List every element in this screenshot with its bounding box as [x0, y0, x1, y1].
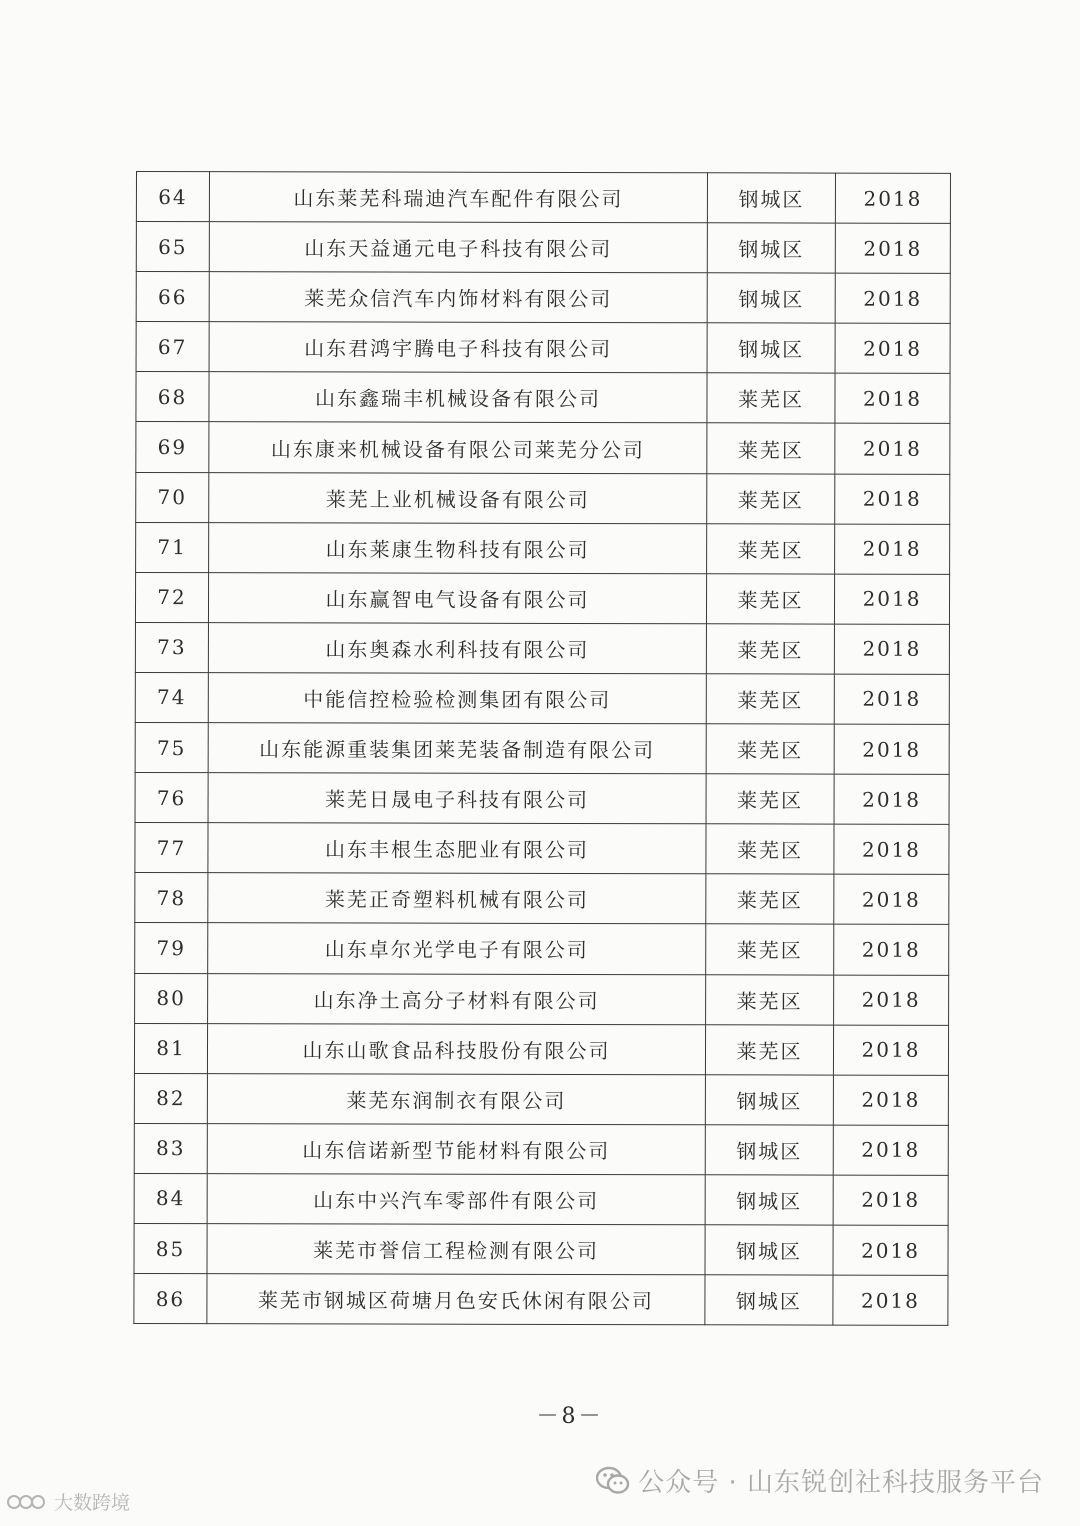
district: 莱芜区 — [707, 373, 835, 423]
year: 2018 — [834, 724, 949, 774]
district: 莱芜区 — [707, 473, 835, 523]
year: 2018 — [835, 223, 950, 273]
table-row — [135, 622, 949, 674]
company-name: 山东丰根生态肥业有限公司 — [208, 823, 706, 874]
company-name: 山东莱康生物科技有限公司 — [209, 522, 707, 573]
table-row — [135, 572, 949, 624]
row-number: 84 — [134, 1173, 207, 1223]
table-row — [135, 823, 949, 875]
year: 2018 — [833, 1175, 948, 1225]
row-number: 74 — [135, 672, 208, 722]
row-number: 71 — [136, 522, 209, 572]
year: 2018 — [834, 574, 949, 624]
loop-logo-icon — [6, 1491, 50, 1513]
district: 莱芜区 — [706, 574, 834, 624]
company-name: 莱芜市誉信工程检测有限公司 — [207, 1224, 705, 1275]
row-number: 68 — [136, 372, 209, 422]
page-number: －8－ — [536, 1404, 604, 1429]
company-name: 山东赢智电气设备有限公司 — [208, 572, 706, 623]
enterprise-roster-table — [133, 171, 951, 1326]
table-row — [136, 372, 950, 424]
row-number: 76 — [135, 773, 208, 823]
year: 2018 — [833, 1275, 948, 1325]
row-number: 67 — [136, 322, 209, 372]
district: 钢城区 — [707, 173, 835, 223]
company-name: 山东君鸿宇腾电子科技有限公司 — [209, 322, 707, 373]
row-number: 75 — [135, 723, 208, 773]
company-name: 中能信控检验检测集团有限公司 — [208, 673, 706, 724]
table-row — [136, 222, 950, 274]
table-row — [135, 723, 949, 775]
year: 2018 — [835, 474, 950, 524]
district: 钢城区 — [707, 273, 835, 323]
year: 2018 — [835, 173, 950, 223]
district: 莱芜区 — [706, 874, 834, 924]
company-name: 山东能源重装集团莱芜装备制造有限公司 — [208, 723, 706, 774]
company-name: 莱芜日晟电子科技有限公司 — [208, 773, 706, 824]
row-number: 81 — [134, 1023, 207, 1073]
company-name: 山东净土高分子材料有限公司 — [208, 973, 706, 1024]
corner-mark — [6, 1488, 130, 1515]
table-row — [134, 1023, 948, 1075]
company-name: 山东奥森水利科技有限公司 — [208, 623, 706, 674]
table-row — [136, 522, 950, 574]
district: 莱芜区 — [706, 774, 834, 824]
district: 钢城区 — [705, 1125, 833, 1175]
company-name: 莱芜市钢城区荷塘月色安氏休闲有限公司 — [207, 1274, 705, 1325]
table-row — [136, 272, 950, 324]
district: 莱芜区 — [705, 1024, 833, 1074]
company-name: 山东莱芜科瑞迪汽车配件有限公司 — [209, 172, 707, 223]
table-row — [134, 1173, 948, 1225]
table-row — [134, 1123, 948, 1175]
year: 2018 — [833, 1125, 948, 1175]
year: 2018 — [834, 774, 949, 824]
company-name: 莱芜正奇塑料机械有限公司 — [208, 873, 706, 924]
year: 2018 — [834, 624, 949, 674]
company-name: 山东天益通元电子科技有限公司 — [209, 222, 707, 273]
table-row — [134, 1274, 948, 1326]
year: 2018 — [835, 373, 950, 423]
row-number: 77 — [135, 823, 208, 873]
table-row — [135, 923, 949, 975]
company-name: 山东山歌食品科技股份有限公司 — [207, 1023, 705, 1074]
row-number: 85 — [134, 1223, 207, 1273]
row-number: 79 — [135, 923, 208, 973]
company-name: 山东卓尔光学电子有限公司 — [208, 923, 706, 974]
district: 莱芜区 — [707, 523, 835, 573]
table-row — [135, 873, 949, 925]
year: 2018 — [833, 1225, 948, 1275]
row-number: 70 — [136, 472, 209, 522]
row-number: 72 — [135, 572, 208, 622]
year: 2018 — [835, 424, 950, 474]
year: 2018 — [834, 874, 949, 924]
year: 2018 — [834, 824, 949, 874]
company-name: 山东信诺新型节能材料有限公司 — [207, 1123, 705, 1174]
row-number: 78 — [135, 873, 208, 923]
district: 钢城区 — [707, 223, 835, 273]
corner-mark-text: 大数跨境 — [54, 1492, 131, 1514]
year: 2018 — [834, 924, 949, 974]
table-row — [134, 1223, 948, 1275]
district: 钢城区 — [705, 1225, 833, 1275]
district: 莱芜区 — [706, 724, 834, 774]
table-row — [136, 172, 950, 224]
district: 钢城区 — [705, 1074, 833, 1124]
district: 莱芜区 — [706, 674, 834, 724]
year: 2018 — [833, 1075, 948, 1125]
company-name: 莱芜上业机械设备有限公司 — [209, 472, 707, 523]
year: 2018 — [835, 323, 950, 373]
row-number: 65 — [136, 222, 209, 272]
roster-body — [134, 172, 951, 1326]
row-number: 73 — [135, 622, 208, 672]
company-name: 山东康来机械设备有限公司莱芜分公司 — [209, 422, 707, 473]
row-number: 86 — [134, 1274, 207, 1324]
year: 2018 — [835, 273, 950, 323]
table-row — [134, 1073, 948, 1125]
table-row — [136, 322, 950, 374]
table-row — [135, 773, 949, 825]
year: 2018 — [833, 1025, 948, 1075]
row-number: 80 — [135, 973, 208, 1023]
row-number: 64 — [136, 172, 209, 222]
table-row — [135, 672, 949, 724]
year: 2018 — [834, 674, 949, 724]
company-name: 山东中兴汽车零部件有限公司 — [207, 1174, 705, 1225]
year: 2018 — [835, 524, 950, 574]
row-number: 66 — [136, 272, 209, 322]
company-name: 山东鑫瑞丰机械设备有限公司 — [209, 372, 707, 423]
district: 钢城区 — [707, 323, 835, 373]
row-number: 83 — [134, 1123, 207, 1173]
company-name: 莱芜东润制衣有限公司 — [207, 1073, 705, 1124]
district: 钢城区 — [705, 1275, 833, 1325]
watermark-text: 公众号 · 山东锐创社科技服务平台 — [638, 1468, 1044, 1498]
district: 莱芜区 — [706, 974, 834, 1024]
table-row — [136, 472, 950, 524]
district: 莱芜区 — [706, 624, 834, 674]
district: 莱芜区 — [706, 924, 834, 974]
district: 莱芜区 — [707, 423, 835, 473]
row-number: 82 — [134, 1073, 207, 1123]
wechat-icon — [596, 1466, 630, 1496]
table-row — [136, 422, 950, 474]
district: 莱芜区 — [706, 824, 834, 874]
company-name: 莱芜众信汽车内饰材料有限公司 — [209, 272, 707, 323]
year: 2018 — [834, 975, 949, 1025]
table-row — [135, 973, 949, 1025]
watermark — [596, 1462, 1044, 1499]
row-number: 69 — [136, 422, 209, 472]
district: 钢城区 — [705, 1175, 833, 1225]
